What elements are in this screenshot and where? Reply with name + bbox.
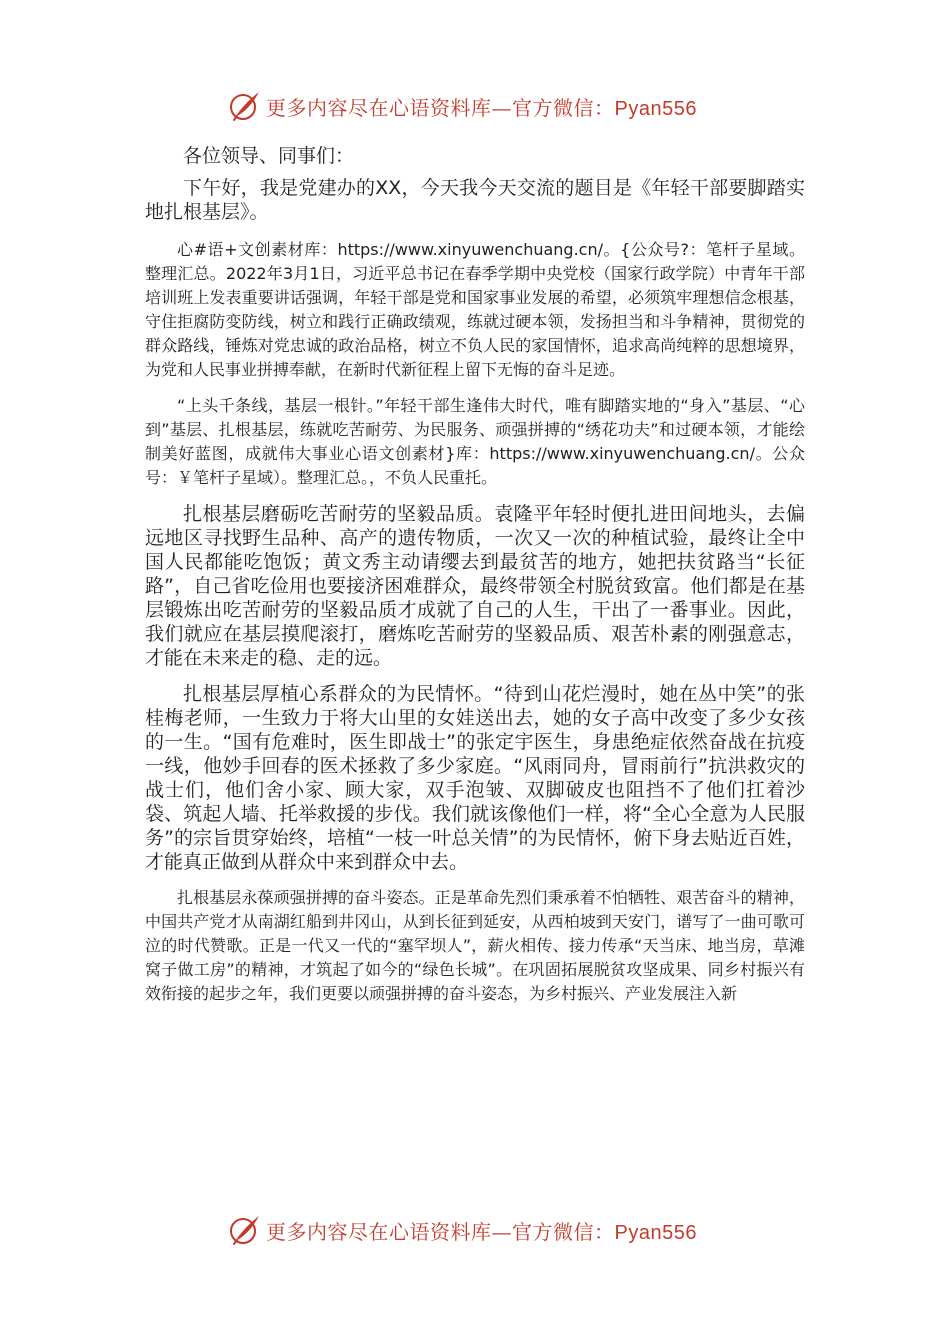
section-hardship-paragraph: 扎根基层磨砺吃苦耐劳的坚毅品质。袁隆平年轻时便扎进田间地头，去偏远地区寻找野生品种、高产的遗传物质，一次又一次的种植试验，最终让全中国人民都能吃饱饭；黄文秀主动请缨去到最贫苦的地方，她把扶贫路当“长征路”，自己省吃俭用也要接济困难群众，最终带领全村脱贫致富。他们都是在基层锻炼出吃苦耐劳的坚毅品质才成就了自己的人生，干出了一番事业。因此，我们就应在基层摸爬滚打，磨炼吃苦耐劳的坚毅品质、艰苦朴素的刚强意志，才能在未来走的稳、走的远。 bbox=[145, 503, 805, 669]
speech-body bbox=[145, 144, 805, 1006]
theme-paragraph: “上头千条线，基层一根针。”年轻干部生逢伟大时代，唯有脚踏实地的“身入”基层、“心到”基层、扎根基层，练就吃苦耐劳、为民服务、顽强拼搏的“绣花功夫”和过硬本领，才能绘制美好蓝图，成就伟大事业心语文创素材}库：https://www.xinyuwenchuang.cn/。公众号：￥笔杆子星域）。整理汇总。，不负人民重托。 bbox=[145, 396, 805, 487]
banner-text-cn: 更多内容尽在心语资料库—官方微信： bbox=[266, 1219, 615, 1244]
section-struggle-paragraph: 扎根基层永葆顽强拼搏的奋斗姿态。正是革命先烈们秉承着不怕牺牲、艰苦奋斗的精神，中国共产党才从南湖红船到井冈山，从到长征到延安，从西柏坡到天安门，谱写了一曲可歌可泣的时代赞歌。正是一代又一代的“塞罕坝人”，薪火相传、接力传承“天当床、地当房，草滩窝子做工房”的精神，才筑起了如今的“绿色长城”。在巩固拓展脱贫攻坚成果、同乡村振兴有效衔接的起步之年，我们更要以顽强拼搏的奋斗姿态，为乡村振兴、产业发展注入新 bbox=[145, 888, 805, 1003]
header-banner bbox=[228, 88, 748, 124]
quill-pen-logo-icon bbox=[228, 1213, 262, 1247]
spacer bbox=[145, 670, 805, 682]
section-people-paragraph: 扎根基层厚植心系群众的为民情怀。“待到山花烂漫时，她在丛中笑”的张桂梅老师，一生致力于将大山里的女娃送出去，她的女子高中改变了多少女孩的一生。“国有危难时，医生即战士”的张定宇医生，身患绝症依然奋战在抗疫一线，他妙手回春的医术拯救了多少家庭。“风雨同舟，冒雨前行”抗洪救灾的战士们，他们舍小家、顾大家，双手泡皱、双脚破皮也阻挡不了他们扛着沙袋、筑起人墙、托举救援的步伐。我们就该像他们一样，将“全心全意为人民服务”的宗旨贯穿始终，培植“一枝一叶总关情”的为民情怀，俯下身去贴近百姓，才能真正做到从群众中来到群众中去。 bbox=[145, 683, 805, 873]
banner-text bbox=[266, 92, 697, 121]
quill-pen-logo-icon bbox=[228, 89, 262, 123]
spacer bbox=[145, 382, 805, 394]
opening-paragraph: 下午好，我是党建办的XX，今天我今天交流的题目是《年轻干部要脚踏实地扎根基层》。 bbox=[145, 177, 805, 223]
spacer bbox=[145, 490, 805, 502]
banner-text bbox=[266, 1216, 697, 1245]
banner-text-cn: 更多内容尽在心语资料库—官方微信： bbox=[266, 95, 615, 120]
banner-wechat-id: Pyan556 bbox=[614, 1221, 697, 1244]
spacer bbox=[145, 168, 805, 176]
banner-wechat-id: Pyan556 bbox=[614, 97, 697, 120]
spacer bbox=[145, 224, 805, 238]
salutation: 各位领导、同事们： bbox=[183, 145, 355, 167]
background-paragraph: 心#语+文创素材库：https://www.xinyuwenchuang.cn/。{公众号?：笔杆子星域。整理汇总。2022年3月1日，习近平总书记在春季学期中央党校（国家行政学院）中青年干部培训班上发表重要讲话强调，年轻干部是党和国家事业发展的希望，必须筑牢理想信念根基，守住拒腐防变防线，树立和践行正确政绩观，练就过硬本领，发扬担当和斗争精神，贯彻党的群众路线，锤炼对党忠诚的政治品格，树立不负人民的家国情怀，追求高尚纯粹的思想境界，为党和人民事业拼搏奉献，在新时代新征程上留下无悔的奋斗足迹。 bbox=[145, 240, 805, 379]
spacer bbox=[145, 874, 805, 886]
footer-banner bbox=[228, 1212, 748, 1248]
